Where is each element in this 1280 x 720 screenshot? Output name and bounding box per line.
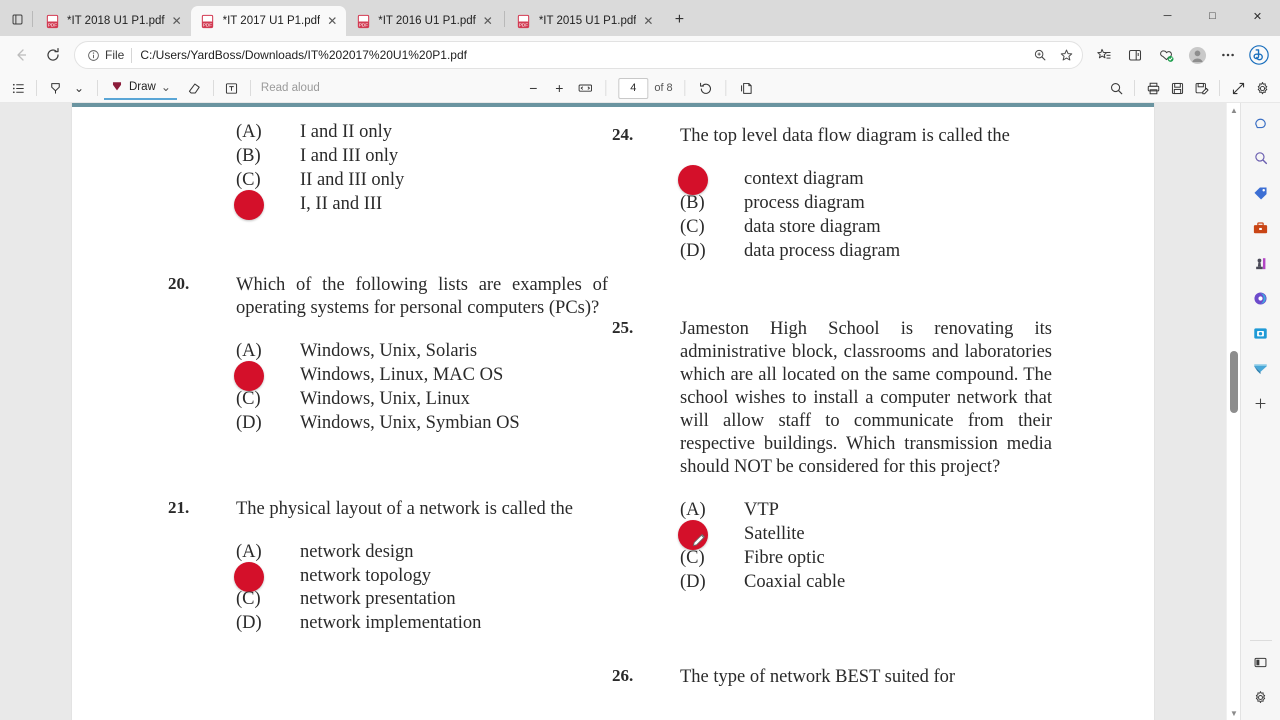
document-right-column: [612, 103, 1052, 689]
highlight-chevron-down-icon[interactable]: ⌄: [73, 81, 85, 95]
option-row: [680, 216, 1052, 240]
option-row: [236, 612, 608, 636]
bing-copilot-icon[interactable]: [1244, 40, 1274, 70]
pdf-icon: [200, 13, 216, 29]
pdf-icon: [516, 13, 532, 29]
address-bar: [0, 36, 1280, 74]
tab-divider: [504, 11, 505, 27]
option-label: (D): [680, 240, 706, 261]
document-left-column: [168, 103, 608, 636]
close-icon[interactable]: ✕: [643, 14, 654, 28]
outlook-icon[interactable]: [1245, 317, 1277, 349]
option-text: Windows, Unix, Linux: [300, 389, 470, 410]
option-row: [680, 571, 1052, 595]
pdf-toolbar: [0, 74, 1280, 103]
option-text: process diagram: [744, 192, 865, 213]
option-text: data store diagram: [744, 216, 881, 237]
pdf-icon: [44, 13, 60, 29]
option-row: [680, 240, 1052, 264]
option-label: (A): [236, 122, 262, 142]
collections-icon[interactable]: [1089, 40, 1119, 70]
option-row: [236, 541, 608, 565]
toolbar-divider-7: [726, 80, 727, 96]
viewer-left-gutter: [0, 103, 72, 720]
option-label: (C): [236, 589, 261, 610]
option-label: (A): [236, 341, 262, 362]
option-label: (D): [236, 613, 262, 634]
page-navigation: [521, 76, 758, 100]
tab-strip: [0, 0, 1280, 36]
url-input[interactable]: [74, 41, 1083, 69]
close-icon[interactable]: ✕: [171, 14, 182, 28]
question-number: 21.: [168, 497, 190, 517]
pdf-icon: [355, 13, 371, 29]
maximize-button[interactable]: □: [1209, 10, 1216, 22]
sidebar-divider: [1250, 640, 1272, 641]
question-block: [168, 274, 608, 435]
close-icon[interactable]: ✕: [482, 14, 493, 28]
pdf-toolbar-right: [1104, 76, 1274, 100]
draw-button[interactable]: [104, 76, 177, 100]
erase-icon[interactable]: [183, 76, 207, 100]
fit-page-icon[interactable]: [573, 76, 597, 100]
url-scheme-label: File: [105, 48, 125, 62]
tab-divider: [32, 11, 33, 27]
svg-text:PDF: PDF: [519, 21, 529, 27]
question-block: [612, 125, 1052, 263]
question-text: The top level data flow diagram is called the: [680, 126, 1010, 146]
browser-tab[interactable]: [35, 6, 191, 36]
option-row: [236, 565, 608, 589]
zoom-out-button[interactable]: −: [529, 80, 538, 96]
svg-text:PDF: PDF: [358, 21, 368, 27]
option-text: Satellite: [744, 523, 805, 544]
fullscreen-icon[interactable]: [1226, 76, 1250, 100]
site-info-icon[interactable]: [85, 47, 101, 63]
new-tab-button[interactable]: +: [674, 11, 685, 28]
question-block: [612, 318, 1052, 594]
question-number: 26.: [612, 666, 634, 686]
toolbar-divider-6: [685, 80, 686, 96]
option-label: (A): [680, 499, 706, 520]
option-label: (C): [680, 547, 705, 568]
option-text: network presentation: [300, 589, 456, 610]
option-row: [236, 412, 608, 436]
toolbar-divider-5: [605, 80, 606, 96]
drop-icon[interactable]: [1245, 282, 1277, 314]
option-text: network topology: [300, 565, 432, 586]
scroll-down-arrow[interactable]: ▼: [1230, 708, 1238, 718]
option-row: [236, 169, 608, 193]
svg-text:PDF: PDF: [47, 21, 57, 27]
page-view-icon[interactable]: [735, 76, 759, 100]
save-icon[interactable]: [1165, 76, 1189, 100]
browser-essentials-icon[interactable]: [1151, 40, 1181, 70]
question-text: Which of the following lists are examples of operating systems for personal computers (PCs)?: [236, 275, 608, 319]
close-button[interactable]: ✕: [1252, 10, 1263, 23]
option-label: (C): [236, 389, 261, 410]
option-list: [236, 340, 608, 435]
question-number: 25.: [612, 318, 634, 338]
option-label: (D): [680, 571, 706, 592]
answer-mark-dot: [234, 190, 264, 220]
more-options-icon[interactable]: [1213, 40, 1243, 70]
settings-icon[interactable]: [1250, 76, 1274, 100]
add-sidebar-app-icon[interactable]: [1245, 387, 1277, 419]
profile-avatar-icon[interactable]: [1182, 40, 1212, 70]
copilot-icon[interactable]: [1245, 107, 1277, 139]
read-aloud-button[interactable]: Read aloud: [260, 82, 320, 94]
games-icon[interactable]: [1245, 247, 1277, 279]
option-row: [236, 388, 608, 412]
tab-title: *IT 2017 U1 P1.pdf: [222, 15, 321, 27]
option-label: (B): [236, 145, 261, 166]
option-text: Windows, Unix, Symbian OS: [300, 412, 520, 433]
question-block: [168, 498, 608, 636]
close-icon[interactable]: ✕: [327, 14, 338, 28]
document-body: [72, 103, 1154, 720]
zoom-in-button[interactable]: +: [555, 80, 564, 96]
option-label: (C): [680, 216, 705, 237]
question-text: The physical layout of a network is called the: [236, 498, 574, 519]
vertical-scrollbar[interactable]: [1226, 103, 1240, 720]
page-number-input[interactable]: 4: [618, 78, 648, 99]
zoom-in-icon[interactable]: [1028, 43, 1052, 67]
option-text: Windows, Unix, Solaris: [300, 341, 478, 362]
question-block: [168, 121, 608, 216]
option-row: [236, 340, 608, 364]
option-list: [680, 499, 1052, 594]
option-row: [236, 364, 608, 388]
option-row: [236, 145, 608, 169]
url-text[interactable]: C:/Users/YardBoss/Downloads/IT%202017%20U1%20P1.pdf: [140, 48, 467, 62]
toolbar-divider: [36, 80, 37, 96]
browser-tab[interactable]: [346, 6, 502, 36]
gmail-icon[interactable]: [1245, 352, 1277, 384]
save-as-icon[interactable]: [1189, 76, 1213, 100]
search-icon[interactable]: [1245, 142, 1277, 174]
scroll-up-arrow[interactable]: ▲: [1230, 105, 1238, 115]
option-row: [236, 193, 608, 217]
sidebar-settings-icon[interactable]: [1245, 681, 1277, 713]
option-text: Windows, Linux, MAC OS: [300, 365, 504, 386]
browser-tab[interactable]: [507, 6, 663, 36]
edge-sidebar-bottom: [1241, 640, 1280, 716]
option-text: network design: [300, 541, 414, 562]
edge-sidebar: [1240, 103, 1280, 720]
split-screen-icon[interactable]: [1120, 40, 1150, 70]
option-text: VTP: [744, 499, 779, 520]
print-icon[interactable]: [1141, 76, 1165, 100]
toolbar-divider-9: [1219, 80, 1220, 96]
toolbar-divider-2: [97, 80, 98, 96]
option-label: (B): [680, 192, 705, 213]
table-of-contents-icon[interactable]: [6, 76, 30, 100]
option-list: [236, 541, 608, 636]
option-label: (C): [236, 169, 261, 190]
page-total-label: of 8: [654, 82, 673, 94]
option-row: [236, 588, 608, 612]
search-icon[interactable]: [1104, 76, 1128, 100]
toolbar-divider-3: [213, 80, 214, 96]
question-number: 24.: [612, 125, 634, 144]
highlight-icon[interactable]: [43, 76, 67, 100]
option-row: [680, 547, 1052, 571]
rotate-icon[interactable]: [694, 76, 718, 100]
question-number: 20.: [168, 274, 190, 294]
viewer-right-gutter: [1154, 103, 1226, 720]
option-row: [680, 192, 1052, 216]
browser-actions: [1089, 40, 1274, 70]
pdf-viewer[interactable]: [0, 103, 1226, 720]
pdf-page[interactable]: [72, 103, 1154, 720]
option-text: Coaxial cable: [744, 571, 846, 592]
option-text: Fibre optic: [744, 547, 825, 568]
tools-briefcase-icon[interactable]: [1245, 212, 1277, 244]
tab-title: *IT 2016 U1 P1.pdf: [378, 15, 476, 27]
draw-chevron-down-icon[interactable]: ⌄: [160, 80, 171, 94]
option-row: [236, 121, 608, 145]
option-row: [680, 168, 1052, 192]
browser-tab[interactable]: [191, 6, 347, 36]
shopping-tag-icon[interactable]: [1245, 177, 1277, 209]
option-label: (A): [236, 541, 262, 562]
option-text: II and III only: [300, 169, 405, 190]
omnibox-divider: [131, 48, 132, 63]
option-text: I and III only: [300, 145, 399, 166]
option-text: I and II only: [300, 122, 392, 142]
option-list: [236, 121, 608, 216]
question-block: [612, 666, 1052, 689]
answer-mark-dot: [234, 562, 264, 592]
scrollbar-thumb[interactable]: [1230, 351, 1238, 413]
pdf-content-area: [0, 103, 1280, 720]
option-row: [680, 523, 1052, 547]
answer-mark-dot: [678, 165, 708, 195]
draw-label: Draw: [129, 81, 156, 93]
option-list: [680, 168, 1052, 263]
svg-text:PDF: PDF: [202, 21, 213, 27]
option-text: I, II and III: [300, 193, 383, 214]
back-button[interactable]: [6, 40, 36, 70]
star-icon[interactable]: [1054, 43, 1078, 67]
window-controls: [1145, 0, 1280, 32]
question-text: The type of network BEST suited for: [680, 667, 956, 688]
option-row: [680, 499, 1052, 523]
draw-pen-icon: [110, 80, 124, 94]
add-text-icon[interactable]: [220, 76, 244, 100]
tab-title: *IT 2015 U1 P1.pdf: [538, 15, 637, 27]
toolbar-divider-8: [1134, 80, 1135, 96]
option-text: context diagram: [744, 168, 864, 189]
option-text: network implementation: [300, 613, 482, 634]
question-text: Jameston High School is renovating its administrative block, classrooms and laboratories which are all located on the same compound. The school wishes to install a computer network that will allow staff to communicate from their respective buildings. Which transmission media should NOT be considered for this project?: [680, 319, 1052, 477]
answer-mark-dot: [678, 520, 708, 550]
tab-title: *IT 2018 U1 P1.pdf: [67, 15, 165, 27]
sidebar-toggle-icon[interactable]: [1245, 646, 1277, 678]
option-label: (D): [236, 412, 262, 433]
option-text: data process diagram: [744, 240, 901, 261]
reload-button[interactable]: [38, 40, 68, 70]
toolbar-divider-4: [250, 80, 251, 96]
answer-mark-dot: [234, 361, 264, 391]
minimize-button[interactable]: ─: [1163, 10, 1172, 22]
tab-list-icon[interactable]: [4, 5, 30, 33]
